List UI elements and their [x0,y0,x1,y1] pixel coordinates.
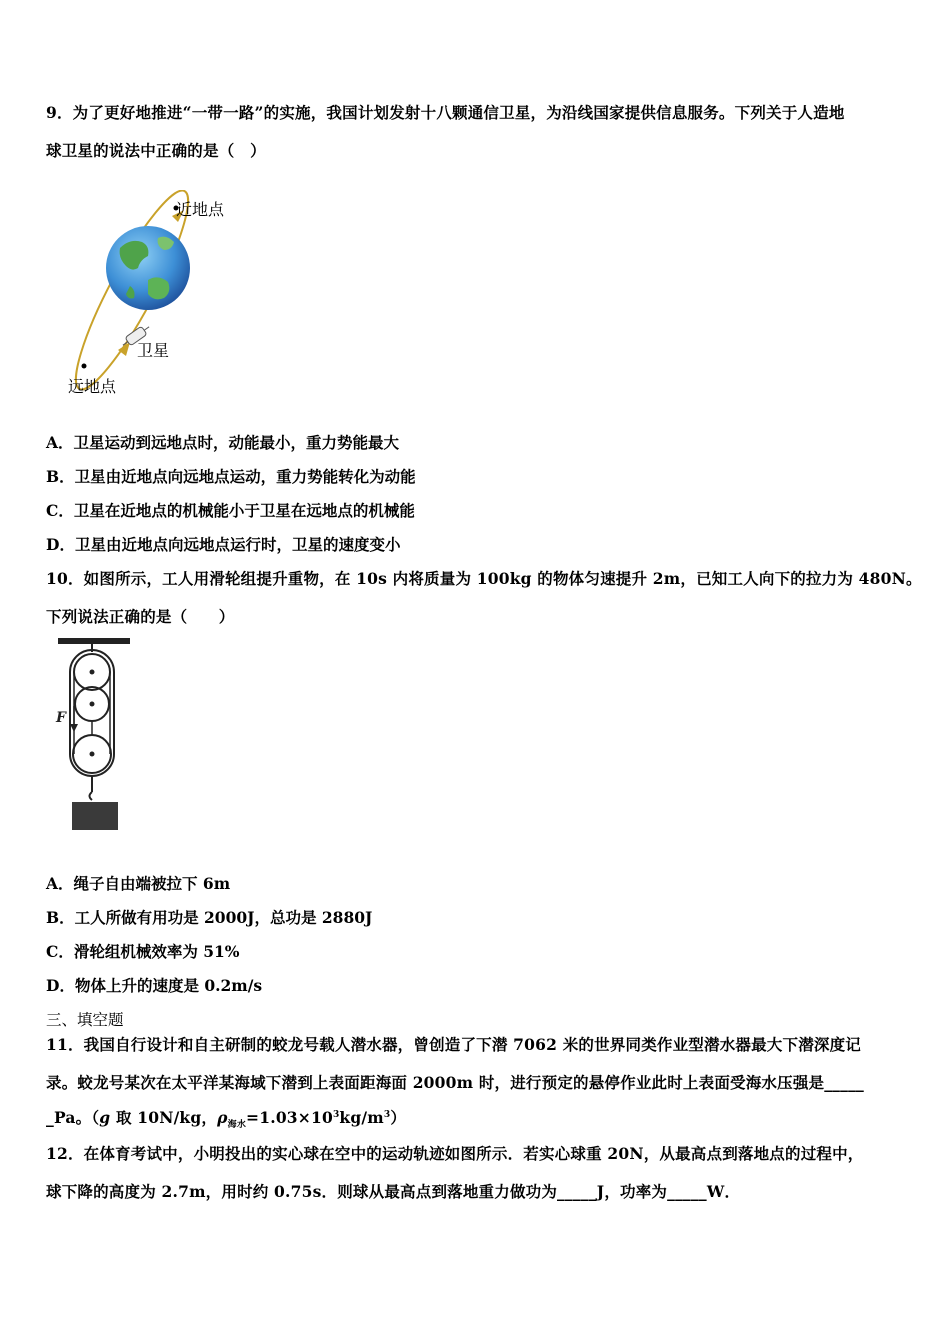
q9-stem-line1: 9．为了更好地推进“一带一路”的实施，我国计划发射十八颗通信卫星，为沿线国家提供信息服务。下列关于人造地 [46,103,845,122]
q10-stem-line2: 下列说法正确的是（ ） [46,607,235,626]
section-heading: 三、填空题 [46,1011,124,1029]
q10-option-b: B．工人所做有用功是 2000J，总功是 2880J [46,908,373,927]
q10-stem-line1: 10．如图所示，工人用滑轮组提升重物，在 10s 内将质量为 100kg 的物体匀速提升 2m，已知工人向下的拉力为 480N。 [46,569,922,588]
ceiling [58,638,130,644]
q11-stem-line2: 录。蛟龙号某次在太平洋某海域下潜到上表面距海面 2000m 时，进行预定的悬停作业此时上表面受海水压强是_____ [46,1073,864,1092]
q10-option-d: D．物体上升的速度是 0.2m/s [46,976,263,995]
pulley-system-figure [52,636,142,836]
apogee-label: 远地点 [68,377,117,396]
earth-icon [106,226,190,310]
satellite-orbit-figure [60,190,260,400]
q11-stem-line1: 11．我国自行设计和自主研制的蛟龙号载人潜水器，曾创造了下潜 7062 米的世界同类作业型潜水器最大下潜深度记 [46,1035,862,1054]
force-arrow-icon [70,724,78,732]
perigee-label: 近地点 [176,200,225,219]
q9-option-d: D．卫星由近地点向远地点运行时，卫星的速度变小 [46,535,401,554]
q9-option-a: A．卫星运动到远地点时，动能最小，重力势能最大 [46,433,400,452]
q12-stem-line2: 球下降的高度为 2.7m，用时约 0.75s．则球从最高点到落地重力做功为_____J，功率为_____W． [46,1182,741,1201]
q9-option-c: C．卫星在近地点的机械能小于卫星在远地点的机械能 [46,501,415,520]
q11-stem-line3: _Pa。（g 取 10N/kg，$\rho_{海水}=1.03\times 10^3kg/m^3$） [46,1108,407,1131]
q10-option-c: C．滑轮组机械效率为 51% [46,942,240,961]
weight-block [72,802,118,830]
satellite-label: 卫星 [137,341,170,360]
q9-stem-line2: 球卫星的说法中正确的是（ ） [46,141,266,160]
apogee-point [82,364,87,369]
q10-option-a: A．绳子自由端被拉下 6m [46,874,231,893]
force-label: F [56,710,66,726]
q9-option-b: B．卫星由近地点向远地点运动，重力势能转化为动能 [46,467,416,486]
q12-stem-line1: 12．在体育考试中，小明投出的实心球在空中的运动轨迹如图所示．若实心球重 20N，从最高点到落地点的过程中， [46,1144,864,1163]
